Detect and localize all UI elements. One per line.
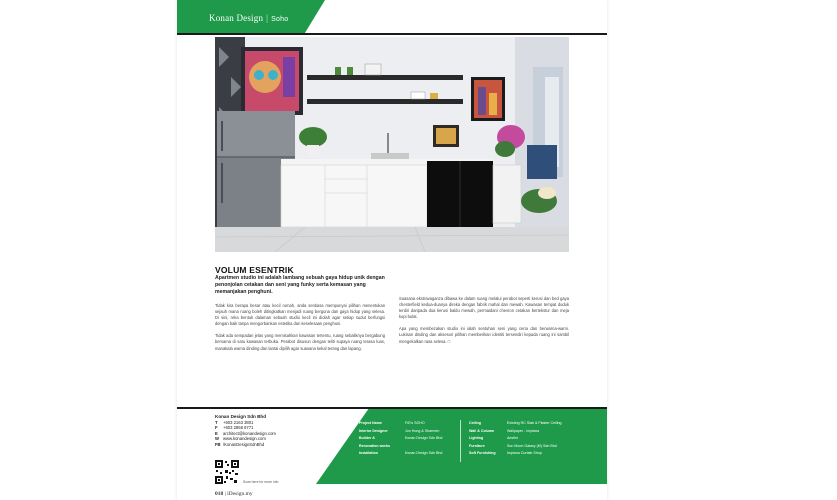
credit-label: Installation [359,451,378,456]
credit-row [469,450,562,458]
credit-label: Wall & Column [469,428,495,433]
qr-code-icon[interactable] [215,460,239,484]
credit-value: Sun Moon Galaxy (M) Sdn Bhd [507,443,557,448]
credit-label: Ceiling [469,421,481,425]
credit-row [359,443,442,451]
contact-key: T [215,419,218,425]
contact-value: +603 2163 3801 [223,419,254,425]
credit-value: Konan Design Sdn Bhd [405,436,443,441]
page-header [177,0,607,34]
credit-row [359,420,442,428]
credit-value: Aesthe [507,436,519,441]
credit-value: Jun Hong & Sharmen [405,428,440,433]
contact-key: F [215,425,218,431]
article-column-1 [215,303,385,358]
article-paragraph: Tidak ada sempadan jelas yang memisahkan kawasan tertentu, ruang sebaliknya bergabung bersama di satu kawasan terbuka. Perabot disusun dengan teliti supaya ruang terasa luas, manakala warna dinding dan lantai dipilih agar suasana kekal terang dan lapang. [215,333,385,351]
contact-key: FB [215,441,221,447]
contact-facebook[interactable] [215,442,276,448]
credit-label: Soft Furnishing [469,451,496,456]
credit-label: Project Name [359,421,382,425]
page-number: 018 [215,491,224,497]
credit-row [469,428,562,436]
section-title [209,13,288,23]
magazine-page [177,0,607,500]
contact-key: E [215,430,218,436]
credit-row [359,428,442,436]
brand-separator: | [266,13,269,23]
credit-label: Builder & [359,436,375,441]
contact-value[interactable]: /KonanDesignSdnBhd [223,441,265,447]
credit-value: Existing RC Slab & Plaster Ceiling [507,421,562,425]
article-paragraph: Suasana ekstravaganza dibawa ke dalam ruang melalui perabot seperti kerusi dan bed gaya chesterfield kedua-duanya direka dengan fabrik mahal dan mewah. Kawasan tempat duduk terdiri daripada dua kerusi baldu mewah, permaidani chevron cetakan bertekstur dan meja kopi bulat. [399,296,569,320]
contact-value[interactable]: www.konandesign.com [223,436,266,442]
article-paragraph-text: Apa yang membezakan studio ini ialah sentuhan seni yang ceria dan berwarna-warni. Lukisan dinding dan aksesori pilihan memberikan identiti tersendiri kepada ruang ini sambil mengekalkan rasa selesa. [399,326,569,344]
credit-row [469,443,562,451]
brand-name: Konan Design [209,13,264,23]
article-column-2 [399,296,569,351]
credits-column-left [359,420,442,458]
credit-label: Renovation works [359,443,390,448]
footer-rule [177,407,607,409]
article-headline: VOLUM ESENTRIK [215,265,294,275]
credit-label: Furniture [469,443,485,448]
company-name: Konan Design Sdn Bhd [215,414,267,419]
credit-label: Interior Designer [359,428,388,433]
credits-column-right [469,420,562,458]
interior-photo [215,37,569,252]
credit-row [469,435,562,443]
end-mark: □ [447,338,451,344]
credits-divider [460,420,461,462]
contact-key: W [215,436,219,442]
project-location: Soho [271,16,289,23]
credit-value: Konan Design Sdn Bhd [405,451,443,456]
header-rule [177,33,607,35]
credit-row [359,450,442,458]
credit-row [359,435,442,443]
magazine-name: iDesign.my [227,491,253,497]
credit-value: Impiana Curtain Shop [507,451,542,456]
credit-row [469,420,562,428]
company-info [215,414,276,448]
credit-label: Lighting [469,436,484,441]
article-paragraph [399,326,569,344]
contact-value: +603 2858 6771 [223,425,254,431]
article-intro: Apartmen studio ini adalah lambang sebuah gaya hidup unik dengan penonjolan cetakan dan seni yang funky serta kemasan yang memanjakan penghuni. [215,275,385,295]
contact-value[interactable]: architect@konandesign.com [223,430,276,436]
credit-value: FiD's SOHO [405,421,425,425]
qr-caption: Scan here for more info [243,480,279,484]
page-footer: 018 | iDesign.my [215,491,253,497]
article-paragraph: Tidak kira berapa besar atau kecil rumah, anda sentiasa mempunyai pilihan menentukan sejauh mana ruang boleh ditingkatkan menjadi ruang berguna dan gaya hidup yang selesa. Di sini, reka bentuk dalaman sebuah studio kecil ini diolah agar setiap sudut berfungsi dengan baik tanpa mengorbankan estetika dan keselesaan penghuni. [215,303,385,327]
credit-value: Wallpaper - Impiana [507,428,540,433]
